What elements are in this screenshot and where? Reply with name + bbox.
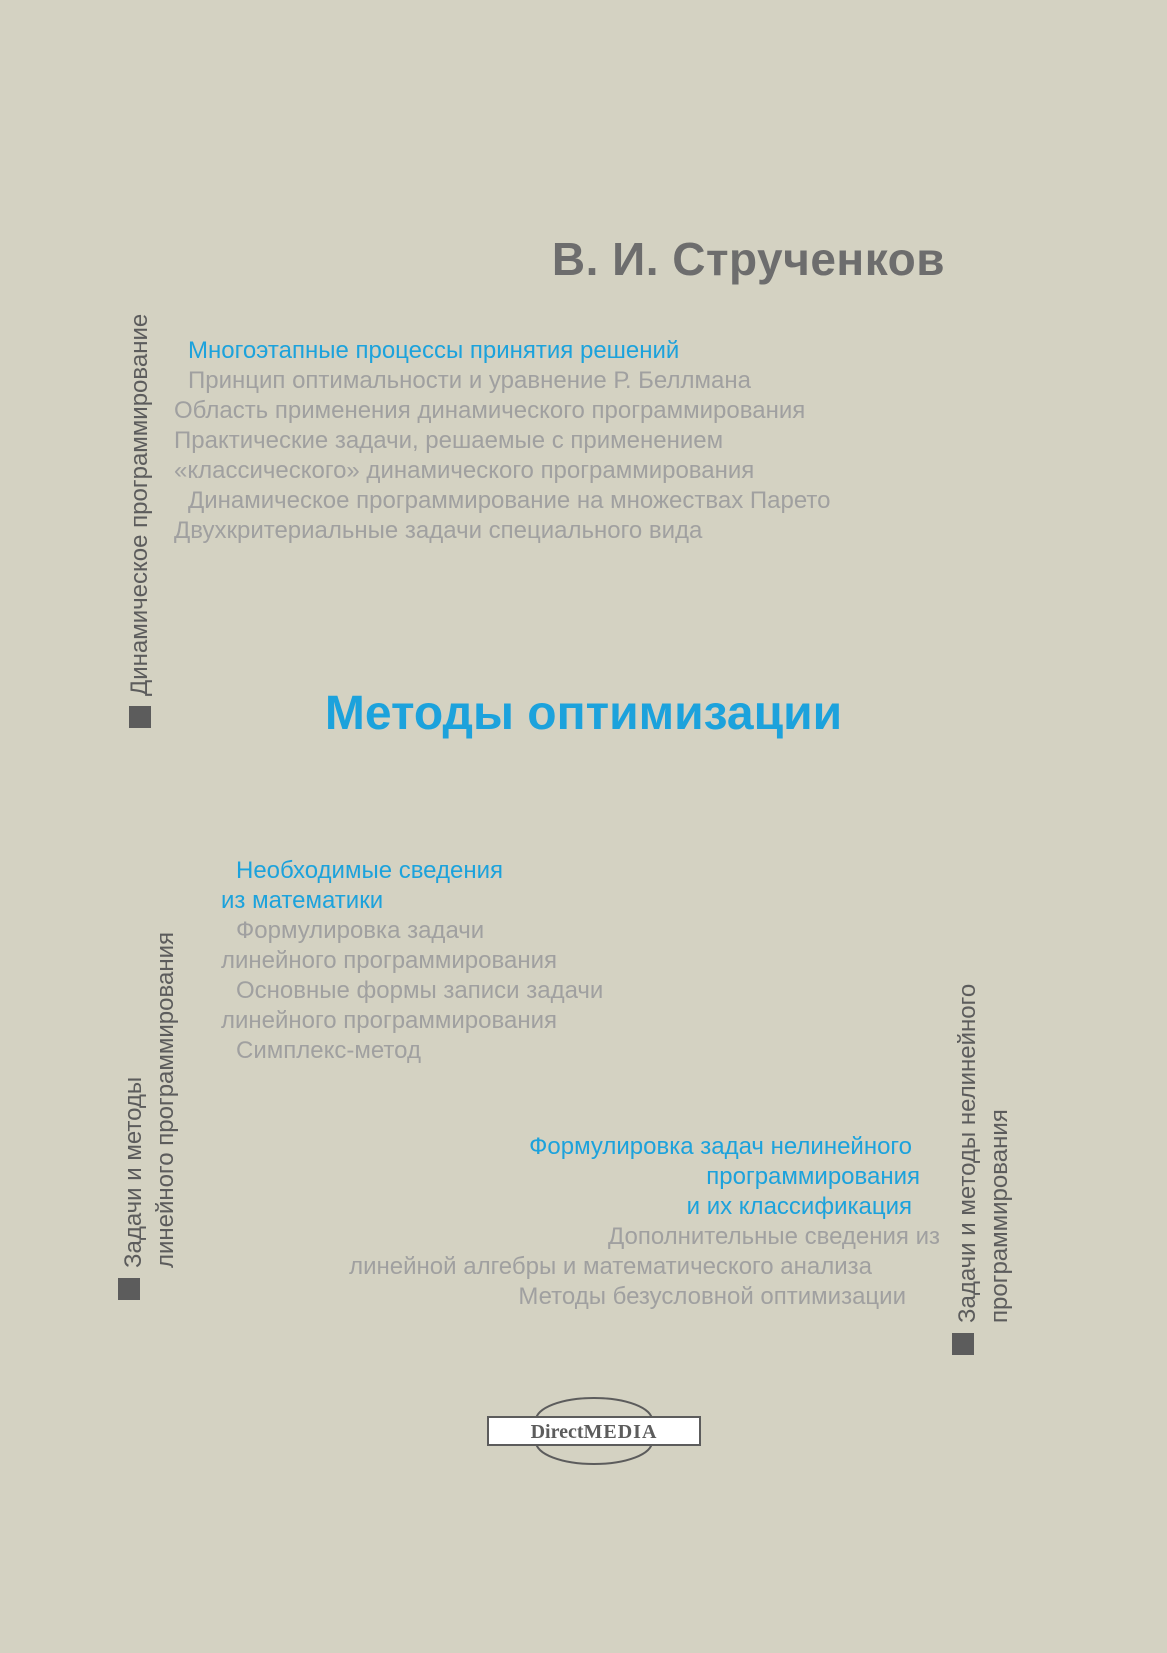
list-item: «классического» динамического программирования bbox=[174, 457, 755, 484]
list-item: линейного программирования bbox=[221, 947, 557, 974]
logo-text-media: MEDIA bbox=[583, 1421, 658, 1443]
side-label-linear-programming bbox=[118, 932, 182, 1300]
side-label-nonlinear-programming bbox=[952, 984, 1016, 1355]
side-label-text: линейного программирования bbox=[152, 932, 179, 1268]
side-label-dynamic-programming bbox=[124, 314, 156, 728]
list-item: Симплекс-метод bbox=[236, 1037, 421, 1064]
list-item: линейной алгебры и математического анализа bbox=[349, 1253, 872, 1280]
square-bullet-icon bbox=[129, 706, 151, 728]
list-item: Формулировка задачи bbox=[236, 917, 485, 944]
list-item: Многоэтапные процессы принятия решений bbox=[188, 337, 680, 364]
list-item: линейного программирования bbox=[221, 1007, 557, 1034]
list-item: Необходимые сведения bbox=[236, 857, 504, 884]
author-name: В. И. Струченков bbox=[551, 233, 945, 285]
side-label-text: Задачи и методы bbox=[120, 1076, 147, 1268]
section-dynamic-programming bbox=[0, 336, 1167, 546]
list-item: Принцип оптимальности и уравнение Р. Беллмана bbox=[188, 367, 751, 394]
list-item: программирования bbox=[706, 1163, 920, 1190]
square-bullet-icon bbox=[118, 1278, 140, 1300]
list-item: Дополнительные сведения из bbox=[607, 1223, 940, 1250]
section-linear-programming bbox=[0, 856, 700, 1066]
list-item: Область применения динамического программирования bbox=[174, 397, 806, 424]
logo-text-direct: Direct bbox=[530, 1421, 584, 1443]
list-item: Методы безусловной оптимизации bbox=[518, 1283, 906, 1310]
publisher-logo bbox=[486, 1394, 702, 1468]
list-item: Формулировка задач нелинейного bbox=[529, 1133, 912, 1160]
list-item: из математики bbox=[221, 887, 384, 914]
side-label-text: программирования bbox=[986, 1109, 1013, 1323]
list-item: и их классификация bbox=[686, 1193, 912, 1220]
side-label-text: Задачи и методы нелинейного bbox=[954, 983, 981, 1323]
book-title: Методы оптимизации bbox=[324, 687, 843, 740]
list-item: Основные формы записи задачи bbox=[236, 977, 604, 1004]
square-bullet-icon bbox=[952, 1333, 974, 1355]
side-label-text: Динамическое программирование bbox=[126, 313, 153, 696]
svg-text:DirectMEDIA bbox=[531, 1421, 658, 1443]
list-item: Двухкритериальные задачи специального вида bbox=[174, 517, 703, 544]
list-item: Практические задачи, решаемые с применением bbox=[174, 427, 724, 454]
list-item: Динамическое программирование на множествах Парето bbox=[188, 487, 831, 514]
